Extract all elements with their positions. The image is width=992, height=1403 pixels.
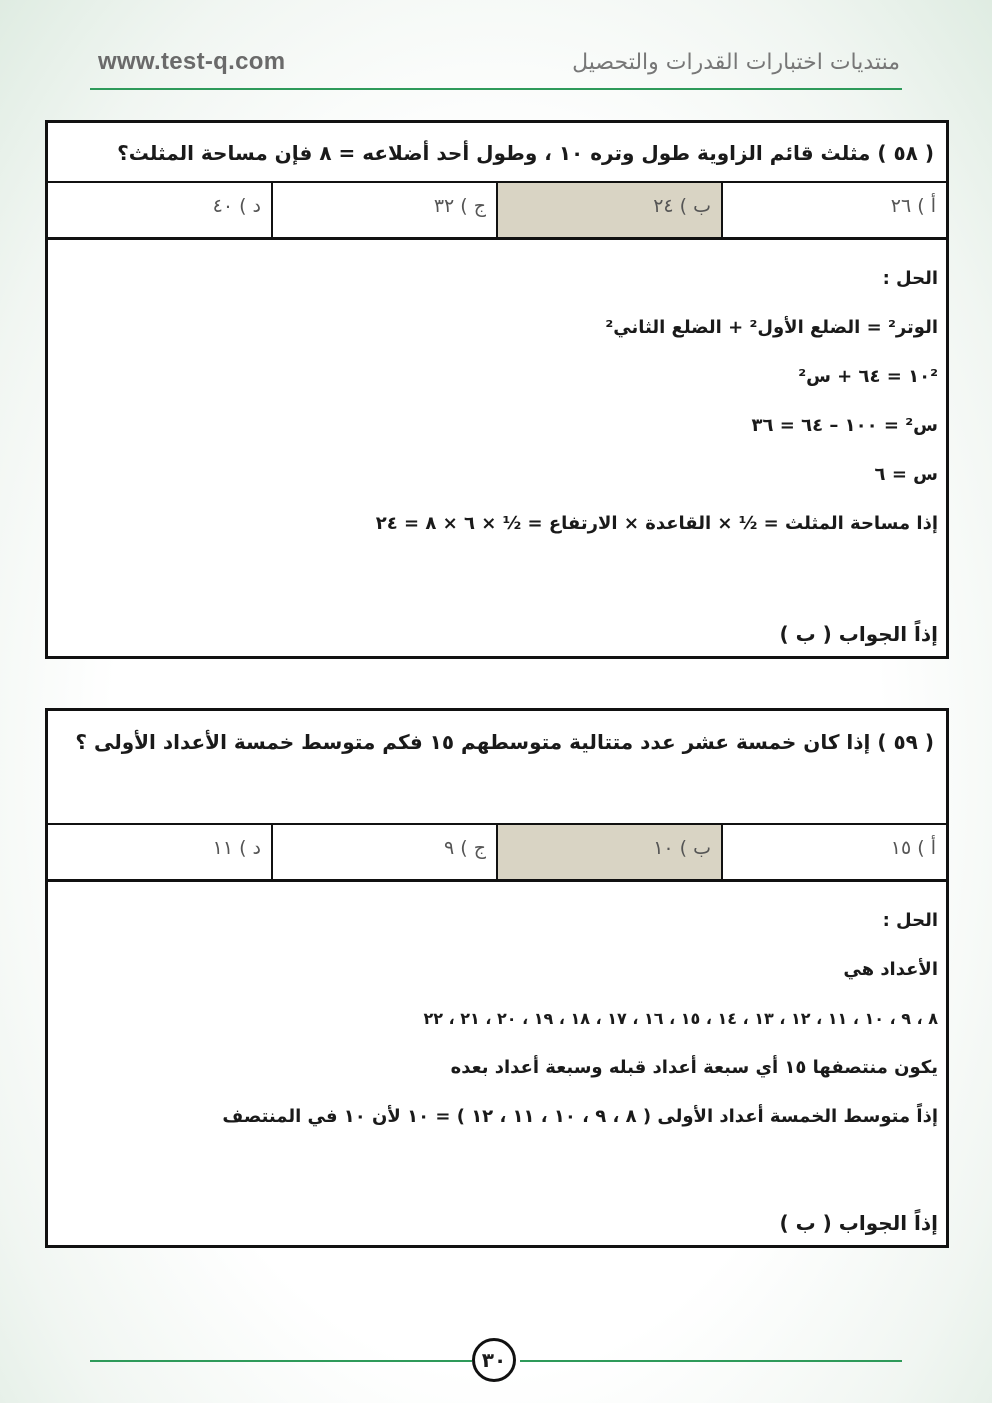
solution-line: ٨ ، ٩ ، ١٠ ، ١١ ، ١٢ ، ١٣ ، ١٤ ، ١٥ ، ١٦ ، ١٧ ، ١٨ ، ١٩ ، ٢٠ ، ٢١ ، ٢٢: [423, 1009, 938, 1028]
solution-line: س = ٦: [874, 464, 938, 485]
footer-divider-right: [520, 1360, 902, 1362]
choice-c[interactable]: ج ) ٣٢: [271, 183, 496, 237]
footer-divider-left: [90, 1360, 472, 1362]
page-number: ٣٠: [472, 1338, 516, 1382]
choice-a[interactable]: أ ) ١٥: [721, 825, 946, 879]
header-divider: [90, 88, 902, 90]
solution-line: الوتر² = الضلع الأول² + الضلع الثاني²: [605, 317, 938, 338]
solution-line: س² = ١٠٠ – ٦٤ = ٣٦: [751, 415, 938, 436]
final-answer: إذاً الجواب ( ب ): [779, 622, 938, 646]
question-text: ( ٥٩ ) إذا كان خمسة عشر عدد متتالية متوسطهم ١٥ فكم متوسط خمسة الأعداد الأولى ؟: [48, 711, 946, 825]
choices-row: [48, 183, 946, 240]
solution: [48, 240, 946, 548]
choice-b-correct[interactable]: ب ) ١٠: [496, 825, 721, 879]
final-answer: إذاً الجواب ( ب ): [779, 1211, 938, 1235]
forum-title: منتديات اختبارات القدرات والتحصيل: [572, 50, 900, 75]
choices-row: [48, 825, 946, 882]
choice-d[interactable]: د ) ١١: [212, 837, 261, 859]
choice-a[interactable]: أ ) ٢٦: [721, 183, 946, 237]
question-card-59: [45, 708, 949, 1248]
solution-line: الأعداد هي: [843, 959, 938, 980]
site-url[interactable]: www.test-q.com: [98, 48, 286, 75]
solution-line: إذا مساحة المثلث = ½ × القاعدة × الارتفاع = ½ × ٦ × ٨ = ٢٤: [375, 513, 938, 534]
choice-d[interactable]: د ) ٤٠: [212, 195, 261, 217]
solution-heading: الحل :: [882, 268, 938, 289]
solution-line: ١٠² = ٦٤ + س²: [798, 366, 938, 387]
solution-line: إذاً متوسط الخمسة أعداد الأولى ( ٨ ، ٩ ، ١٠ ، ١١ ، ١٢ ) = ١٠ لأن ١٠ في المنتصف: [222, 1106, 938, 1127]
solution-heading: الحل :: [882, 910, 938, 931]
choice-b-correct[interactable]: ب ) ٢٤: [496, 183, 721, 237]
choice-c[interactable]: ج ) ٩: [271, 825, 496, 879]
solution: [48, 882, 946, 1141]
question-text: ( ٥٨ ) مثلث قائم الزاوية طول وتره ١٠ ، وطول أحد أضلاعه = ٨ فإن مساحة المثلث؟: [48, 123, 946, 183]
question-card-58: [45, 120, 949, 659]
solution-line: يكون منتصفها ١٥ أي سبعة أعداد قبله وسبعة أعداد بعده: [450, 1057, 938, 1078]
